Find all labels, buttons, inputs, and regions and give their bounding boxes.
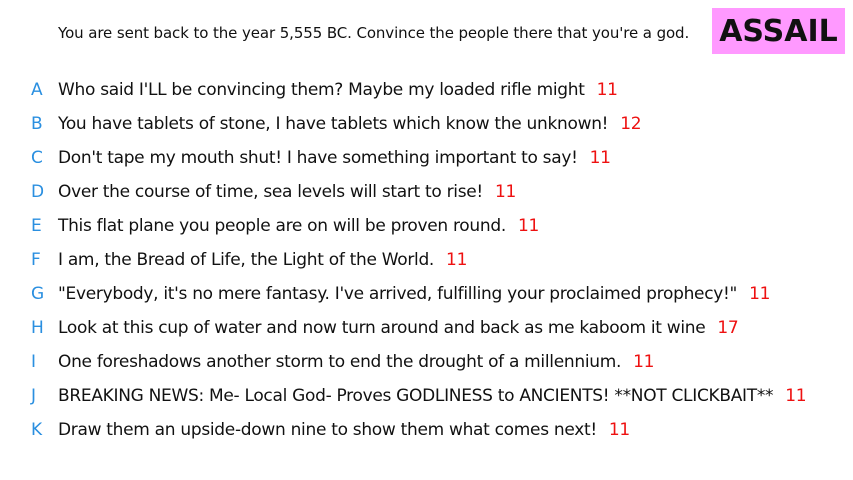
answer-item-b — [0, 107, 853, 141]
answer-list — [0, 73, 853, 447]
answer-item-d — [0, 175, 853, 209]
answer-line — [58, 318, 738, 338]
answer-line — [58, 250, 467, 270]
category-badge: ASSAIL — [712, 8, 845, 54]
answer-letter: A — [31, 80, 43, 100]
answer-letter: B — [31, 114, 43, 134]
answer-text: One foreshadows another storm to end the drought of a millennium. — [58, 352, 622, 372]
answer-score: 11 — [749, 284, 771, 304]
answer-letter: G — [31, 284, 45, 304]
answer-line — [58, 284, 770, 304]
answer-text: Over the course of time, sea levels will start to rise! — [58, 182, 483, 202]
answer-line — [58, 216, 539, 236]
answer-line — [58, 182, 516, 202]
answer-text: Who said I'LL be convincing them? Maybe my loaded rifle might — [58, 80, 585, 100]
answer-item-f — [0, 243, 853, 277]
answer-score: 11 — [596, 80, 618, 100]
answer-item-h — [0, 311, 853, 345]
answer-score: 11 — [446, 250, 468, 270]
answer-text: You have tablets of stone, I have tablets which know the unknown! — [58, 114, 609, 134]
answer-line — [58, 148, 611, 168]
answer-letter: D — [31, 182, 45, 202]
answer-line — [58, 420, 630, 440]
answer-score: 11 — [608, 420, 630, 440]
answer-letter: J — [31, 386, 37, 406]
answer-letter: C — [31, 148, 43, 168]
answer-letter: F — [31, 250, 41, 270]
prompt-text: You are sent back to the year 5,555 BC. Convince the people there that you're a god. — [58, 24, 690, 42]
answer-letter: I — [31, 352, 37, 372]
answer-item-c — [0, 141, 853, 175]
answer-line — [58, 352, 654, 372]
answer-line — [58, 386, 806, 406]
answer-line — [58, 80, 618, 100]
answer-score: 11 — [517, 216, 539, 236]
answer-item-k — [0, 413, 853, 447]
answer-text: I am, the Bread of Life, the Light of the World. — [58, 250, 435, 270]
answer-letter: K — [31, 420, 43, 440]
answer-score: 11 — [785, 386, 807, 406]
answer-letter: E — [31, 216, 42, 236]
answer-line — [58, 114, 641, 134]
answer-text: This flat plane you people are on will be proven round. — [58, 216, 506, 236]
answer-text: Look at this cup of water and now turn around and back as me kaboom it wine — [58, 318, 706, 338]
answer-score: 11 — [633, 352, 655, 372]
answer-item-i — [0, 345, 853, 379]
answer-item-e — [0, 209, 853, 243]
answer-score: 11 — [494, 182, 516, 202]
answer-score: 17 — [717, 318, 739, 338]
answer-text: BREAKING NEWS: Me- Local God- Proves GODLINESS to ANCIENTS! **NOT CLICKBAIT** — [58, 386, 774, 406]
answer-text: Draw them an upside-down nine to show them what comes next! — [58, 420, 597, 440]
answer-score: 11 — [589, 148, 611, 168]
answer-item-g — [0, 277, 853, 311]
answer-item-j — [0, 379, 853, 413]
answer-text: Don't tape my mouth shut! I have something important to say! — [58, 148, 578, 168]
answer-item-a — [0, 73, 853, 107]
answer-score: 12 — [620, 114, 642, 134]
answer-letter: H — [31, 318, 44, 338]
answer-text: "Everybody, it's no mere fantasy. I've arrived, fulfilling your proclaimed prophecy!" — [58, 284, 738, 304]
